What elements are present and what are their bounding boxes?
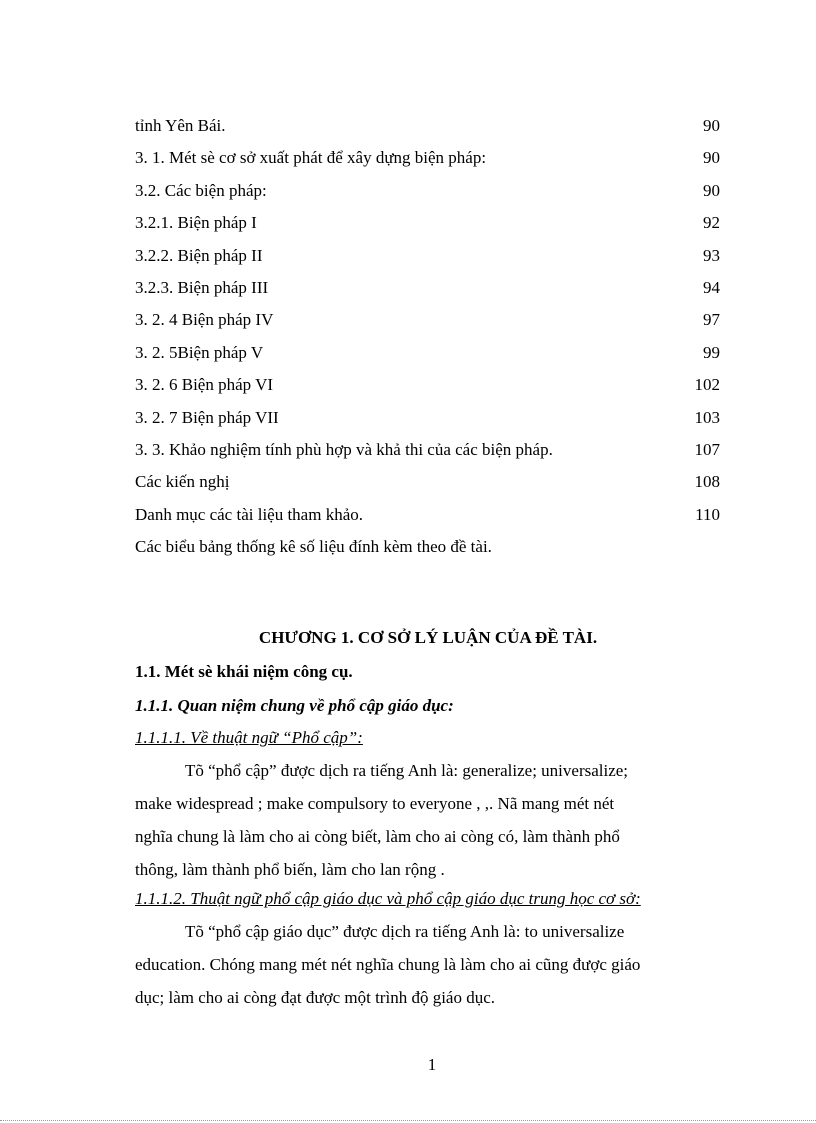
paragraph-line: thông, làm thành phổ biến, làm cho lan rộng . [135,860,445,879]
toc-entry: 3. 1. Mét sè cơ sở xuất phát để xây dựng biện pháp: [135,148,487,168]
paragraph-phocap [135,761,720,893]
section-heading-1-1-1-1: 1.1.1.1. Về thuật ngữ “Phổ cập”: [135,728,363,747]
toc-row [135,471,720,503]
toc-page-number: 90 [703,180,720,200]
toc-row [135,439,720,471]
toc-entry: 3. 2. 6 Biện pháp VI [135,375,274,395]
toc-row [135,115,720,147]
toc-entry: tỉnh Yên Bái. [135,116,226,135]
toc-row [135,245,720,277]
toc-entry: 3. 3. Khảo nghiệm tính phù hợp và khả thi của các biện pháp. [135,439,553,459]
toc-row [135,407,720,439]
toc-entry: Danh mục các tài liệu tham khảo. [135,504,363,524]
toc-entry: 3. 2. 5Biện pháp V [135,342,264,362]
toc-row [135,342,720,374]
toc-page-number: 107 [694,439,720,459]
toc-entry: Các kiến nghị [135,472,230,492]
toc-page-number: 99 [703,342,720,362]
paragraph-line: Tõ “phổ cập” được dịch ra tiếng Anh là: generalize; universalize; [185,761,629,780]
toc-entry: 3.2.1. Biện pháp I [135,213,257,233]
toc-page-number: 92 [703,213,720,233]
toc-entry: Các biểu bảng thống kê số liệu đính kèm theo đề tài. [135,537,492,557]
toc-row [135,504,720,536]
toc-page-number: 102 [694,375,720,395]
toc-entry: 3.2.2. Biện pháp II [135,245,263,265]
section-heading-1-1-1-2: 1.1.1.2. Thuật ngữ phổ cập giáo dục và phổ cập giáo dục trung học cơ sở: [135,889,641,908]
paragraph-line: make widespread ; make compulsory to everyone , ,. Nã mang mét nét [135,794,615,813]
page-bottom-divider [0,1120,816,1121]
toc-entry: 3.2. Các biện pháp: [135,180,267,200]
toc-page-number: 90 [703,148,720,168]
section-heading-1-1-1: 1.1.1. Quan niệm chung về phổ cập giáo dục: [135,696,454,715]
paragraph-line: nghĩa chung là làm cho ai còng biết, làm cho ai còng có, làm thành phổ [135,827,620,846]
paragraph-phocap-giaoduc [135,922,720,1021]
toc-entry: 3. 2. 4 Biện pháp IV [135,310,274,330]
page-number: 1 [427,1055,437,1074]
paragraph-line: Tõ “phổ cập giáo dục” được dịch ra tiếng Anh là: to universalize [185,922,625,941]
toc-row [135,180,720,212]
paragraph-line: dục; làm cho ai còng đạt được một trình độ giáo dục. [135,988,496,1007]
toc-page-number: 110 [695,504,720,524]
toc-row [135,374,720,406]
toc-page-number: 108 [694,472,720,492]
toc-page-number: 93 [703,245,720,265]
toc-row [135,277,720,309]
toc-row [135,212,720,244]
section-heading-1-1: 1.1. Mét sè khái niệm công cụ. [135,662,353,681]
toc-row [135,309,720,341]
toc-row [135,536,720,568]
toc-page-number: 97 [703,310,720,330]
toc-page-number: 94 [703,277,720,297]
toc-row [135,147,720,179]
table-of-contents [135,115,720,568]
toc-entry: 3. 2. 7 Biện pháp VII [135,407,279,427]
paragraph-line: education. Chóng mang mét nét nghĩa chung là làm cho ai cũng được giáo [135,955,641,974]
toc-page-number: 103 [694,407,720,427]
toc-entry: 3.2.3. Biện pháp III [135,277,269,297]
toc-page-number: 90 [703,116,720,135]
chapter-title: CHƯƠNG 1. CƠ SỞ LÝ LUẬN CỦA ĐỀ TÀI. [258,628,598,647]
